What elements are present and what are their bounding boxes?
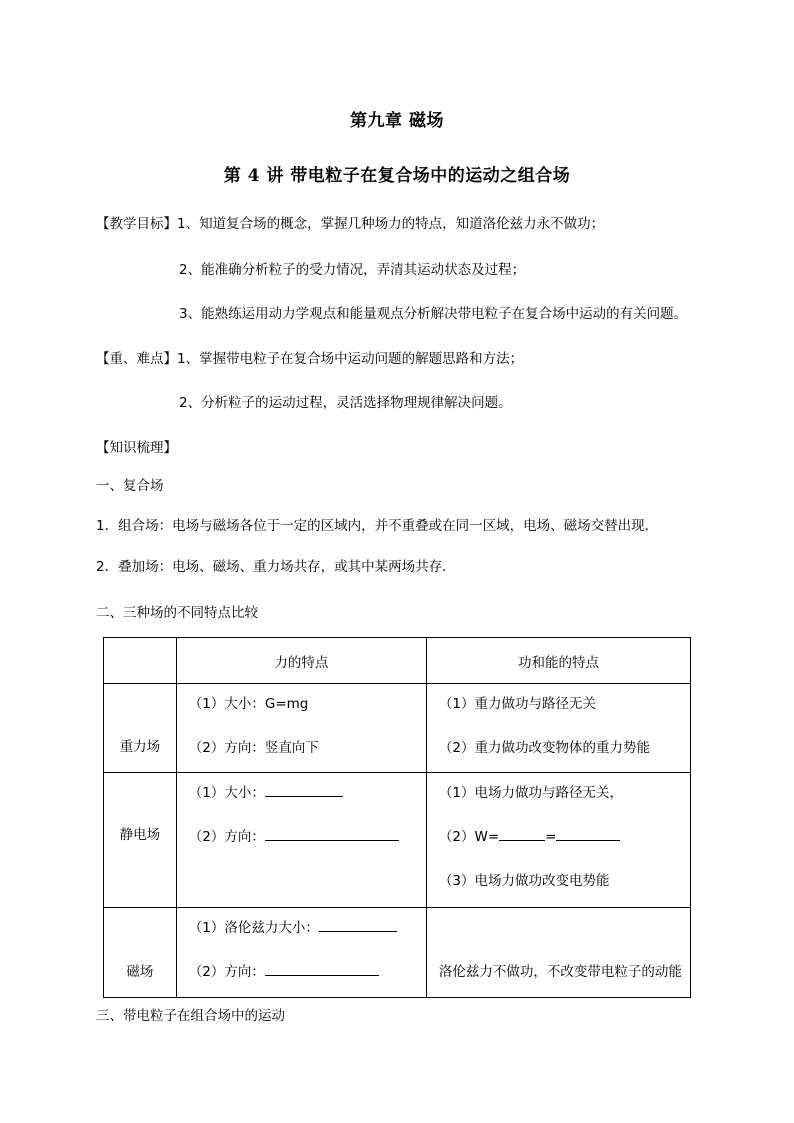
blank-line (319, 919, 397, 932)
table-header-row (104, 638, 691, 684)
blank-line (499, 828, 545, 841)
key-point-item-2: 2、分析粒子的运动过程，灵活选择物理规律解决问题。 (179, 395, 512, 411)
table-row-electric (104, 773, 691, 908)
section2-heading: 二、三种场的不同特点比较 (96, 605, 258, 621)
key-points-line-1 (96, 347, 523, 367)
electric-energy-1: （1）电场力做功与路径无关， (438, 785, 623, 801)
electric-force-2: （2）方向： (189, 825, 399, 845)
key-points-label: 【重、难点】 (96, 351, 177, 367)
row-name-electric: 静电场 (119, 827, 161, 843)
lecture-title: 第 4 讲 带电粒子在复合场中的运动之组合场 (223, 166, 571, 186)
magnetic-force-1: （1）洛伦兹力大小： (189, 916, 397, 936)
section1-item-1: 1．组合场：电场与磁场各位于一定的区域内，并不重叠或在同一区域，电场、磁场交替出现． (96, 518, 659, 534)
section3-heading: 三、带电粒子在组合场中的运动 (96, 1008, 285, 1024)
electric-force-1: （1）大小： (189, 781, 343, 801)
objectives-line-1 (96, 212, 604, 232)
chapter-title: 第九章 磁场 (350, 111, 444, 131)
table-row-magnetic (104, 908, 691, 998)
key-point-item-1: 1、掌握带电粒子在复合场中运动问题的解题思路和方法； (177, 351, 524, 367)
knowledge-label: 【知识梳理】 (96, 440, 177, 456)
row-name-gravity: 重力场 (119, 739, 161, 755)
magnetic-force-2: （2）方向： (189, 960, 379, 980)
section1-item-2: 2．叠加场：电场、磁场、重力场共存，或其中某两场共存． (96, 559, 456, 575)
gravity-energy-1: （1）重力做功与路径无关 (438, 696, 596, 712)
header-cell-force: 力的特点 (176, 638, 426, 684)
blank-line (265, 963, 379, 976)
gravity-force-1: （1）大小：G=mg (188, 696, 309, 712)
magnetic-energy: 洛伦兹力不做功，不改变带电粒子的动能 (438, 964, 682, 980)
blank-line (265, 784, 343, 797)
table-row-gravity (104, 684, 691, 773)
objectives-label: 【教学目标】 (96, 216, 177, 232)
electric-energy-3: （3）电场力做功改变电势能 (438, 873, 610, 889)
header-cell-empty (104, 638, 177, 684)
gravity-force-2: （2）方向：竖直向下 (188, 740, 319, 756)
gravity-energy-2: （2）重力做功改变物体的重力势能 (438, 740, 650, 756)
field-comparison-table (103, 637, 691, 998)
objective-item-3: 3、能熟练运用动力学观点和能量观点分析解决带电粒子在复合场中运动的有关问题。 (179, 306, 688, 322)
blank-line (265, 828, 399, 841)
section1-heading: 一、复合场 (96, 478, 164, 494)
electric-energy-2: （2）W= = (439, 825, 621, 845)
objective-item-1: 1、知道复合场的概念，掌握几种场力的特点，知道洛伦兹力永不做功； (177, 216, 605, 232)
header-cell-energy: 功和能的特点 (426, 638, 690, 684)
objective-item-2: 2、能准确分析粒子的受力情况，弄清其运动状态及过程； (179, 262, 526, 278)
blank-line (556, 828, 620, 841)
row-name-magnetic: 磁场 (126, 963, 154, 980)
